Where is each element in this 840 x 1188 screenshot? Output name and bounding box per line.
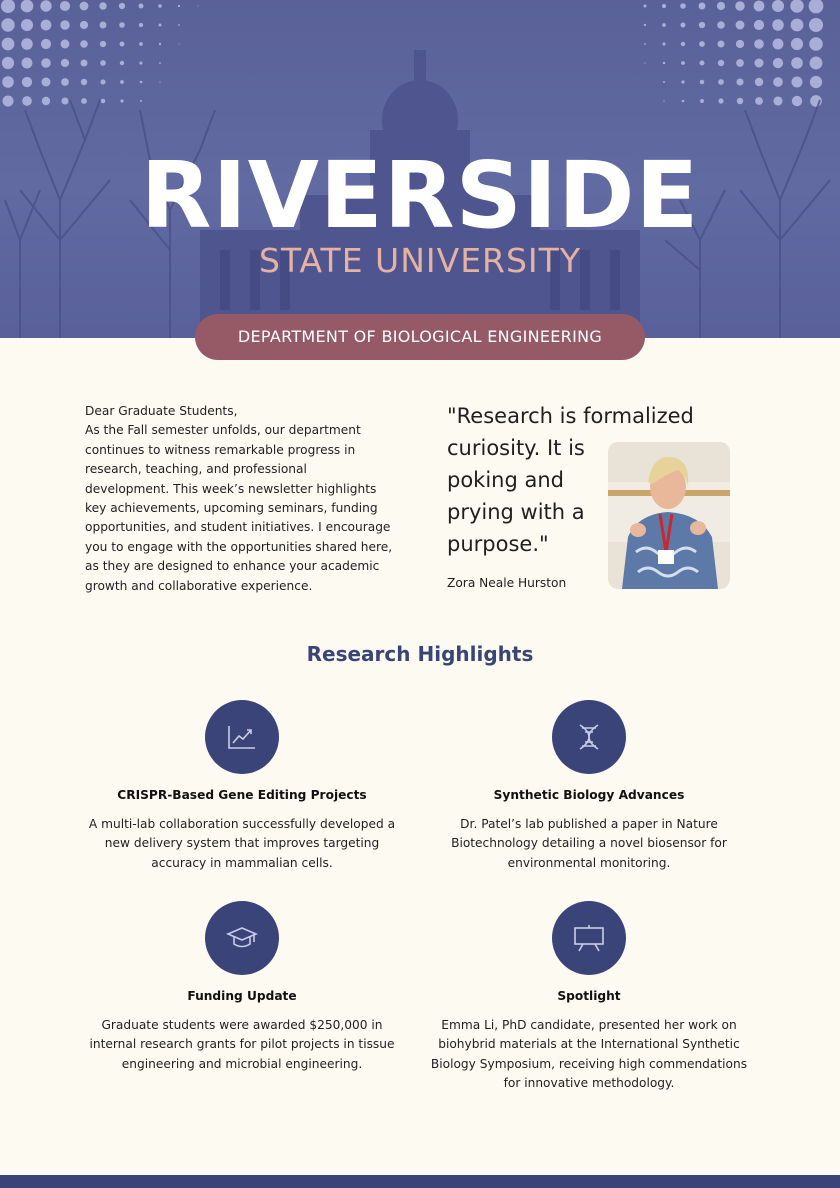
highlight-text: Graduate students were awarded $250,000 in internal research grants for pilot projects in tissue engineering and microbial engineering. — [89, 1018, 395, 1071]
decorative-dot — [120, 99, 123, 102]
decorative-dot — [1, 18, 14, 31]
decorative-dot — [139, 23, 143, 27]
decorative-dot — [700, 80, 705, 85]
decorative-dot — [40, 0, 51, 11]
decorative-dot — [80, 40, 88, 48]
decorative-dot — [178, 24, 180, 26]
letter-greeting: Dear Graduate Students, — [85, 404, 238, 418]
decorative-dot — [159, 62, 161, 64]
decorative-dot — [700, 99, 704, 103]
department-badge: DEPARTMENT OF BIOLOGICAL ENGINEERING — [195, 314, 645, 360]
highlight-card-funding — [77, 901, 407, 1074]
decorative-dot — [21, 19, 33, 31]
decorative-dot — [718, 60, 724, 66]
decorative-dot — [644, 43, 646, 45]
decorative-dot — [662, 23, 666, 27]
decorative-dot — [717, 21, 725, 29]
decorative-dot — [61, 97, 68, 104]
quote-author: Zora Neale Hurston — [447, 576, 567, 590]
decorative-dot — [22, 96, 32, 106]
decorative-dot — [809, 37, 823, 51]
decorative-dot — [644, 24, 646, 26]
section-title: Research Highlights — [306, 642, 534, 666]
decorative-dot — [42, 78, 51, 87]
decorative-dot — [22, 58, 33, 69]
highlight-text: Emma Li, PhD candidate, presented her work on biohybrid materials at the International Synthetic Biology Symposium, receiving high commendations for innovative methodology. — [430, 1018, 748, 1090]
quote-line-rest: curiosity. It is poking and prying with a purpose." — [447, 436, 585, 556]
decorative-dot — [773, 77, 783, 87]
decorative-dot — [21, 0, 34, 12]
decorative-dot — [736, 78, 743, 85]
footer-bar — [0, 1175, 840, 1188]
decorative-dot — [140, 81, 143, 84]
decorative-dot — [790, 0, 803, 13]
decorative-dot — [718, 41, 725, 48]
decorative-dot — [159, 24, 162, 27]
decorative-dot — [139, 4, 144, 9]
decorative-dot — [663, 81, 665, 83]
decorative-dot — [60, 20, 70, 30]
decorative-dot — [772, 0, 784, 12]
highlight-text: Dr. Patel’s lab published a paper in Nature Biotechnology detailing a novel biosensor for environmental monitoring. — [451, 817, 727, 870]
decorative-dot — [792, 77, 803, 88]
decorative-dot — [60, 1, 70, 11]
highlight-card-synthetic-biology — [424, 700, 754, 873]
highlight-card-crispr — [77, 700, 407, 873]
decorative-dot — [120, 42, 125, 47]
decorative-dot — [100, 41, 106, 47]
decorative-dot — [120, 80, 124, 84]
decorative-dot — [80, 2, 89, 11]
university-title: RIVERSIDE — [140, 142, 700, 249]
decorative-dot — [140, 100, 142, 102]
decorative-dot — [644, 62, 645, 63]
decorative-dot — [99, 2, 107, 10]
decorative-dot — [699, 3, 706, 10]
decorative-dot — [644, 5, 647, 8]
decorative-dot — [773, 96, 782, 105]
decorative-dot — [754, 39, 764, 49]
decorative-dot — [754, 1, 765, 12]
decorative-dot — [755, 59, 764, 68]
decorative-dot — [681, 61, 685, 65]
decorative-dot — [755, 97, 763, 105]
decorative-dot — [663, 100, 664, 101]
decorative-dot — [681, 80, 684, 83]
decorative-dot — [755, 78, 763, 86]
quote-line-1: "Research is formalized — [447, 404, 694, 428]
decorative-dot — [2, 38, 15, 51]
decorative-dot — [139, 61, 142, 64]
decorative-dot — [61, 78, 69, 86]
decorative-dot — [737, 98, 744, 105]
decorative-dot — [21, 38, 33, 50]
decorative-dot — [81, 98, 87, 104]
decorative-dot — [178, 5, 180, 7]
dna-icon — [552, 700, 626, 774]
decorative-dot — [159, 81, 160, 82]
decorative-dot — [791, 57, 803, 69]
decorative-dot — [663, 62, 666, 65]
decorative-dot — [3, 96, 14, 107]
decorative-dot — [41, 20, 52, 31]
highlight-card-spotlight — [424, 901, 754, 1093]
decorative-dot — [699, 41, 705, 47]
highlight-title: Funding Update — [187, 989, 297, 1003]
decorative-dot — [792, 96, 802, 106]
decorative-dot — [680, 3, 686, 9]
decorative-dot — [178, 43, 179, 44]
decorative-dot — [662, 42, 665, 45]
decorative-dot — [81, 79, 87, 85]
decorative-dot — [1, 0, 15, 13]
decorative-dot — [42, 97, 50, 105]
decorative-dot — [735, 1, 745, 11]
decorative-dot — [718, 79, 724, 85]
decorative-dot — [2, 76, 14, 88]
letter-body: As the Fall semester unfolds, our department continues to witness remarkable progress in research, teaching, and professional development. This week’s newsletter highlights key achievements, upcoming seminars, funding opportunities, and student initiatives. I encourage you to engage with the opportunities shared here, as they are designed to enhance your academic growth and collaborative experience. — [85, 423, 393, 593]
decorative-dot — [81, 60, 88, 67]
decorative-dot — [119, 22, 125, 28]
highlight-text: A multi-lab collaboration successfully developed a new delivery system that improves targeting accuracy in mammalian cells. — [88, 817, 396, 870]
decorative-dot — [159, 43, 161, 45]
decorative-dot — [682, 100, 685, 103]
decorative-dot — [41, 58, 51, 68]
decorative-dot — [61, 59, 69, 67]
decorative-dot — [22, 77, 32, 87]
highlight-title: Spotlight — [557, 989, 621, 1003]
decorative-dot — [773, 58, 783, 68]
decorative-dot — [41, 39, 51, 49]
header-banner — [0, 0, 840, 338]
decorative-dot — [736, 59, 744, 67]
decorative-dot — [809, 0, 824, 13]
decorative-dot — [101, 99, 106, 104]
presentation-board-icon — [552, 901, 626, 975]
decorative-dot — [681, 42, 685, 46]
decorative-dot — [100, 22, 107, 29]
graduation-cap-icon — [205, 901, 279, 975]
decorative-dot — [100, 79, 105, 84]
decorative-dot — [810, 76, 822, 88]
decorative-dot — [120, 61, 124, 65]
decorative-dot — [80, 21, 88, 29]
decorative-dot — [119, 3, 125, 9]
decorative-dot — [791, 19, 804, 32]
decorative-dot — [158, 4, 162, 8]
highlight-title: Synthetic Biology Advances — [493, 788, 685, 802]
welcome-letter — [85, 402, 395, 596]
decorative-dot — [662, 4, 666, 8]
decorative-dot — [699, 60, 704, 65]
decorative-dot — [2, 57, 14, 69]
decorative-dot — [754, 20, 764, 30]
line-chart-icon — [205, 700, 279, 774]
decorative-dot — [139, 42, 143, 46]
speaker-photo — [608, 442, 730, 589]
decorative-dot — [717, 2, 725, 10]
decorative-dot — [198, 6, 199, 7]
decorative-dot — [736, 21, 745, 30]
decorative-dot — [718, 98, 723, 103]
decorative-dot — [791, 38, 803, 50]
university-subtitle: STATE UNIVERSITY — [259, 241, 581, 280]
decorative-dot — [681, 23, 686, 28]
decorative-dot — [100, 60, 106, 66]
decorative-dot — [772, 19, 784, 31]
decorative-dot — [809, 18, 823, 32]
decorative-dot — [61, 40, 70, 49]
decorative-dot — [810, 57, 823, 70]
decorative-dot — [699, 22, 705, 28]
decorative-dot — [773, 39, 784, 50]
highlight-title: CRISPR-Based Gene Editing Projects — [117, 788, 367, 802]
decorative-dot — [736, 40, 744, 48]
